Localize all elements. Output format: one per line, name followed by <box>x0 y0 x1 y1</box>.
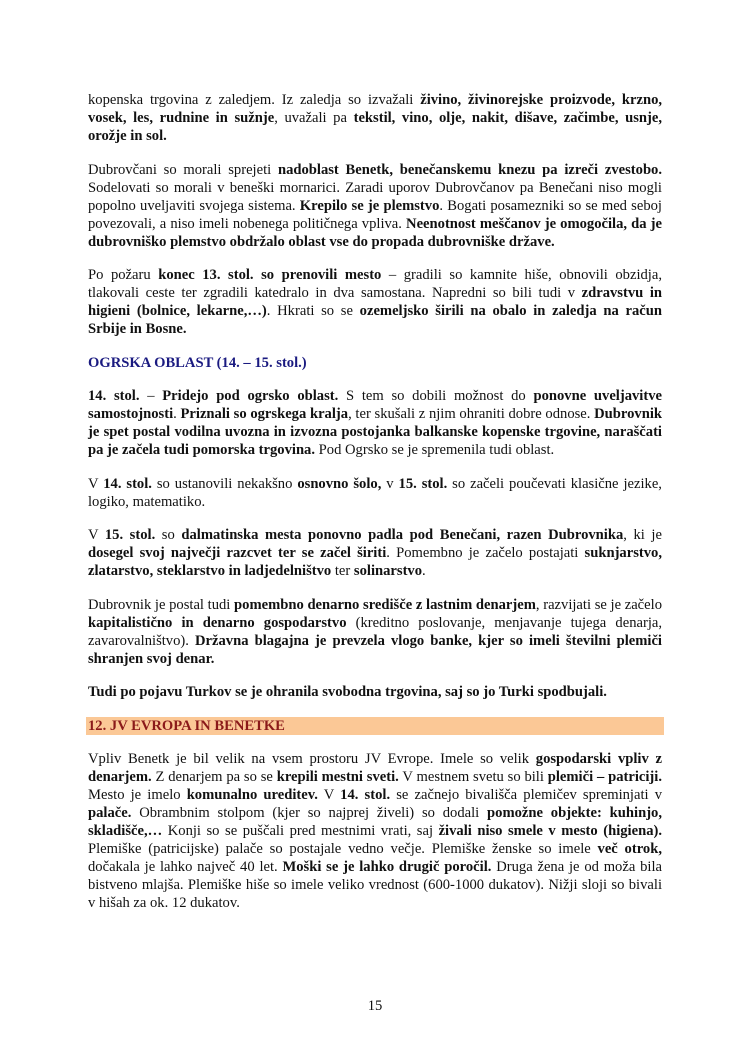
bold-text: 15. stol. <box>104 527 156 543</box>
paragraph <box>88 475 662 511</box>
text: , uvažali pa <box>274 110 354 126</box>
text: so <box>155 527 182 543</box>
bold-text: nadoblast Benetk, benečanskemu knezu pa izreči zvestobo. <box>277 161 662 178</box>
text: . Pomembno je začelo postajati <box>386 545 585 561</box>
paragraph <box>88 387 662 459</box>
bold-text: ozemeljsko širili na obalo in zaledja na račun Srbije in Bosne. <box>88 303 662 337</box>
text: Dubrovčani so morali sprejeti <box>88 161 278 178</box>
text: Mesto je imelo <box>88 787 187 803</box>
bold-text: pomembno denarno središče z lastnim denarjem <box>234 596 536 613</box>
bold-text: kapitalistično in denarno gospodarstvo <box>88 614 347 631</box>
text: . <box>173 406 181 422</box>
text: Konji so se puščali pred mestnimi vrati, saj <box>162 823 439 839</box>
text: , ki je <box>623 527 662 543</box>
bold-text: zdravstvu in higieni (bolnice, lekarne,…) <box>88 285 663 319</box>
text: V <box>88 475 104 492</box>
bold-text: živino, živinorejske proizvode, krzno, vosek, les, rudnine in sužnje <box>88 92 663 126</box>
paragraph <box>88 91 662 145</box>
text: dočakala je lahko največ 40 let. <box>88 859 283 875</box>
bold-text: več otrok, <box>597 841 662 857</box>
text: . <box>422 563 426 579</box>
text: v <box>381 475 399 492</box>
text: ter <box>331 563 354 579</box>
text: , ter skušali z njim ohraniti dobre odnose. <box>348 406 595 422</box>
bold-text: 14. stol. <box>103 475 152 492</box>
bold-text: Pridejo pod ogrsko oblast. <box>162 388 339 404</box>
text: Vpliv Benetk je bil velik na vsem prostoru JV Evrope. Imele so velik <box>88 751 536 767</box>
bold-text: suknjarstvo, zlatarstvo, steklarstvo in ladjedelništvo <box>88 545 662 579</box>
text: Sodelovati so morali v beneški mornarici. Zaradi uporov Dubrovčanov pa Benečani niso mogli popolno uveljaviti svojega sistema. <box>88 179 662 214</box>
bold-text: 14. stol. <box>88 388 140 404</box>
paragraph <box>88 161 662 251</box>
bold-text: osnovno šolo, <box>297 475 382 492</box>
text: – gradili so kamnite hiše, obnovili obzidja, tlakovali ceste ter zgradili katedralo in dva samostana. Napredni so bili tudi v <box>88 267 662 301</box>
text: Pod Ogrsko se je spremenila tudi oblast. <box>315 442 555 458</box>
paragraph <box>88 683 662 701</box>
bold-text: 12. JV EVROPA IN BENETKE <box>88 717 285 734</box>
section-heading <box>88 354 662 372</box>
text: so začeli poučevati klasične jezike, logiko, matematiko. <box>88 475 662 510</box>
bold-text: 14. stol. <box>340 787 391 803</box>
bold-text: pomožne objekte: kuhinjo, skladišče,… <box>88 805 663 839</box>
text: so ustanovili nekakšno <box>151 475 298 492</box>
bold-text: Državna blagajna je prevzela vlogo banke, kjer so imeli številni plemiči shranjen svoj denar. <box>88 632 662 667</box>
bold-text: OGRSKA OBLAST (14. – 15. stol.) <box>88 354 307 371</box>
bold-text: gospodarski vpliv z denarjem. <box>88 751 662 785</box>
text: Z denarjem pa so se <box>151 769 277 785</box>
bold-text: palače. <box>88 805 132 821</box>
text: . Bogati posamezniki so se med seboj povezovali, a niso imeli nobenega političnega vpliva. <box>88 197 662 232</box>
bold-text: ponovne uveljavitve samostojnosti <box>88 388 662 422</box>
bold-text: Tudi po pojavu Turkov se je ohranila svobodna trgovina, saj so jo Turki spodbujali. <box>88 684 607 700</box>
text: V mestnem svetu so bili <box>398 769 548 785</box>
bold-text: plemiči – patriciji. <box>547 769 662 785</box>
bold-text: Neenotnost meščanov je omogočila, da je dubrovniško plemstvo obdržalo oblast vse do propada dubrovniške države. <box>88 215 662 250</box>
paragraph <box>88 596 662 668</box>
text: Dubrovnik je postal tudi <box>88 596 235 613</box>
text: S tem so dobili možnost do <box>338 388 534 404</box>
text: Po požaru <box>88 267 159 283</box>
document-page <box>88 91 662 928</box>
bold-text: Dubrovnik je spet postal vodilna uvozna in izvozna postojanka balkanske kopenske trgovine, naraščati pa je začela tudi pomorska trgovina. <box>88 406 662 458</box>
paragraph <box>88 266 662 338</box>
text: – <box>139 388 163 404</box>
text: V <box>317 787 341 803</box>
chapter-heading-bar <box>86 717 664 735</box>
paragraph <box>88 526 662 580</box>
bold-text: 15. stol. <box>398 475 448 492</box>
text: Obrambnim stolpom (kjer so najprej živeli) so dodali <box>131 805 488 821</box>
bold-text: komunalno ureditev. <box>186 787 318 803</box>
bold-text: Moški se je lahko drugič poročil. <box>282 859 492 875</box>
page-number: 15 <box>367 998 383 1014</box>
text: . Hkrati so se <box>266 303 360 319</box>
paragraph <box>88 750 662 912</box>
text: se začnejo bivališča plemičev spreminjati v <box>390 787 663 803</box>
bold-text: solinarstvo <box>353 563 423 579</box>
bold-text: Priznali so ogrskega kralja <box>180 406 349 422</box>
bold-text: dosegel svoj največji razcvet ter se začel širiti <box>88 545 387 561</box>
text: , razvijati se je začelo <box>535 596 662 613</box>
text: (kreditno poslovanje, menjavanje tujega denarja, zavarovalništvo). <box>88 614 663 649</box>
bold-text: dalmatinska mesta ponovno padla pod Benečani, razen Dubrovnika <box>181 527 624 543</box>
bold-text: živali niso smele v mesto (higiena). <box>438 823 662 839</box>
text: V <box>88 527 105 543</box>
text: Plemiške (patricijske) palače so postajale vedno večje. Plemiške ženske so imele <box>88 841 598 857</box>
text: kopenska trgovina z zaledjem. Iz zaledja so izvažali <box>88 92 421 108</box>
text: Druga žena je od moža bila bistveno mlajša. Plemiške hiše so imele veliko vrednost (600-1000 dukatov). Nižji sloji so bivali v hišah za ok. 12 dukatov. <box>88 859 662 911</box>
bold-text: tekstil, vino, olje, nakit, dišave, začimbe, usnje, orožje in sol. <box>88 110 662 144</box>
bold-text: Krepilo se je plemstvo <box>299 197 440 214</box>
bold-text: konec 13. stol. so prenovili mesto <box>158 267 382 283</box>
bold-text: krepili mestni sveti. <box>276 769 399 785</box>
